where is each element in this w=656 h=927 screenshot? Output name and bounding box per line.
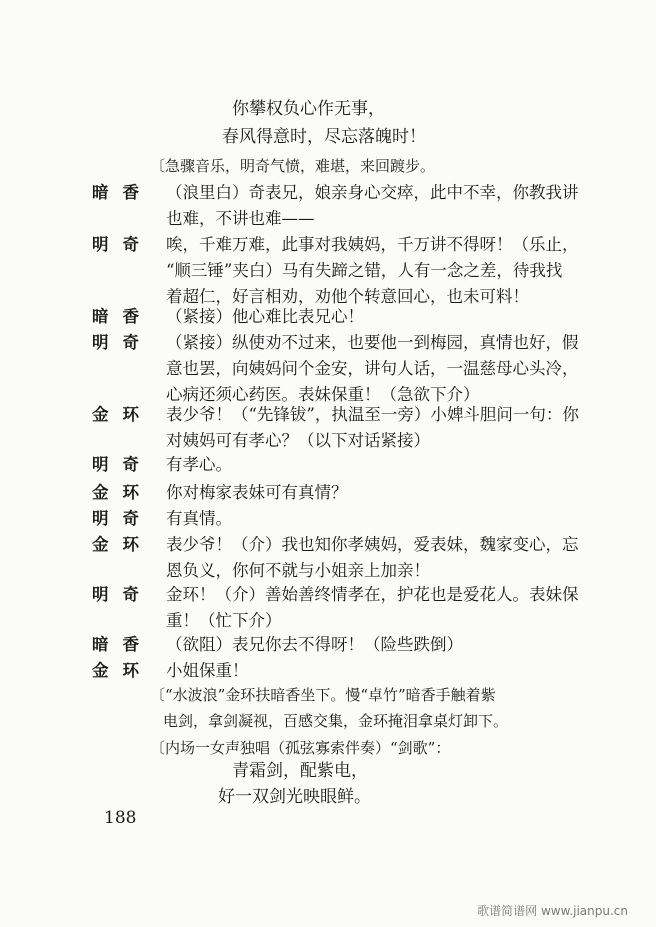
speech-line: 你对梅家表妹可有真情？: [166, 483, 348, 502]
speech-line: 重！（忙下介）: [166, 611, 282, 630]
speech-line: （紧接）他心难比表兄心！: [166, 307, 364, 326]
speaker-name: 明奇: [92, 455, 153, 474]
speech-block: [92, 632, 612, 658]
speech-block: [92, 480, 612, 506]
speech-block: [92, 532, 612, 584]
speaker-name: 明奇: [92, 235, 153, 254]
speech-line: 恩负义，你何不就与小姐亲上加亲！: [166, 561, 430, 580]
verse-line: 春风得意时，尽忘落魄时！: [222, 127, 426, 147]
stage-direction: 〔急骤音乐，明奇气愤，难堪，来回踱步。: [150, 157, 436, 175]
speech-line: 有孝心。: [166, 455, 232, 474]
speech-line: 心病还须心药医。表妹保重！（急欲下介）: [166, 385, 480, 404]
speech-block: [92, 180, 612, 232]
verse-line: 你攀权负心作无事，: [232, 99, 385, 119]
verse-line: 好一双剑光映眼鲜。: [218, 787, 371, 807]
speaker-name: 明奇: [92, 333, 153, 352]
speech-block: [92, 232, 612, 310]
speech-line: （欲阻）表兄你去不得呀！（险些跌倒）: [166, 635, 463, 654]
speaker-name: 明奇: [92, 585, 153, 604]
speaker-name: 金环: [92, 483, 153, 502]
speaker-name: 暗香: [92, 635, 153, 654]
speaker-name: 暗香: [92, 307, 153, 326]
speech-line: （紧接）纵使劝不过来，也要他一到梅园，真情也好，假: [166, 333, 579, 352]
speech-line: 也难，不讲也难——: [166, 209, 315, 228]
speech-line: 意也罢，向姨妈问个金安，讲句人话，一温慈母心头冷，: [166, 359, 579, 378]
speech-line: 表少爷！（介）我也知你孝姨妈，爱表妹，魏家变心，忘: [166, 535, 579, 554]
speech-line: 着超仁，好言相劝，劝他个转意回心，也未可料！: [166, 287, 529, 306]
page-number: 188: [104, 808, 137, 828]
speech-line: “顺三锤”夹白）马有失蹄之错，人有一念之差，待我找: [166, 261, 563, 280]
speech-block: [92, 330, 612, 408]
speaker-name: 明奇: [92, 509, 153, 528]
speech-line: 有真情。: [166, 509, 232, 528]
stage-direction: 电剑，拿剑凝视，百感交集，金环掩泪拿桌灯卸下。: [163, 712, 509, 730]
speech-block: [92, 506, 612, 532]
speaker-name: 暗香: [92, 183, 153, 202]
speech-line: （浪里白）奇表兄，娘亲身心交瘁，此中不幸，你教我讲: [166, 183, 579, 202]
watermark: 歌谱简谱网 www.jianpu.cn: [477, 904, 628, 918]
speech-line: 唉，千难万难，此事对我姨妈，千万讲不得呀！（乐止，: [166, 235, 579, 254]
speaker-name: 金环: [92, 661, 153, 680]
speech-line: 对姨妈可有孝心？（以下对话紧接）: [166, 431, 430, 450]
verse-line: 青霜剑，配紫电，: [232, 761, 368, 781]
speaker-name: 金环: [92, 405, 153, 424]
stage-direction: 〔内场一女声独唱（孤弦寡索伴奏）“剑歌”：: [150, 739, 451, 757]
speech-block: [92, 658, 612, 684]
speech-line: 小姐保重！: [166, 661, 249, 680]
stage-direction: 〔“水波浪”金环扶暗香坐下。慢“卓竹”暗香手触着紫: [150, 686, 496, 704]
speech-line: 表少爷！（“先锋钹”，执温至一旁）小婢斗胆问一句：你: [166, 405, 579, 424]
speaker-name: 金环: [92, 535, 153, 554]
speech-line: 金环！（介）善始善终情孝在，护花也是爱花人。表妹保: [166, 585, 579, 604]
speech-block: [92, 582, 612, 634]
speech-block: [92, 304, 612, 330]
speech-block: [92, 402, 612, 454]
speech-block: [92, 452, 612, 478]
